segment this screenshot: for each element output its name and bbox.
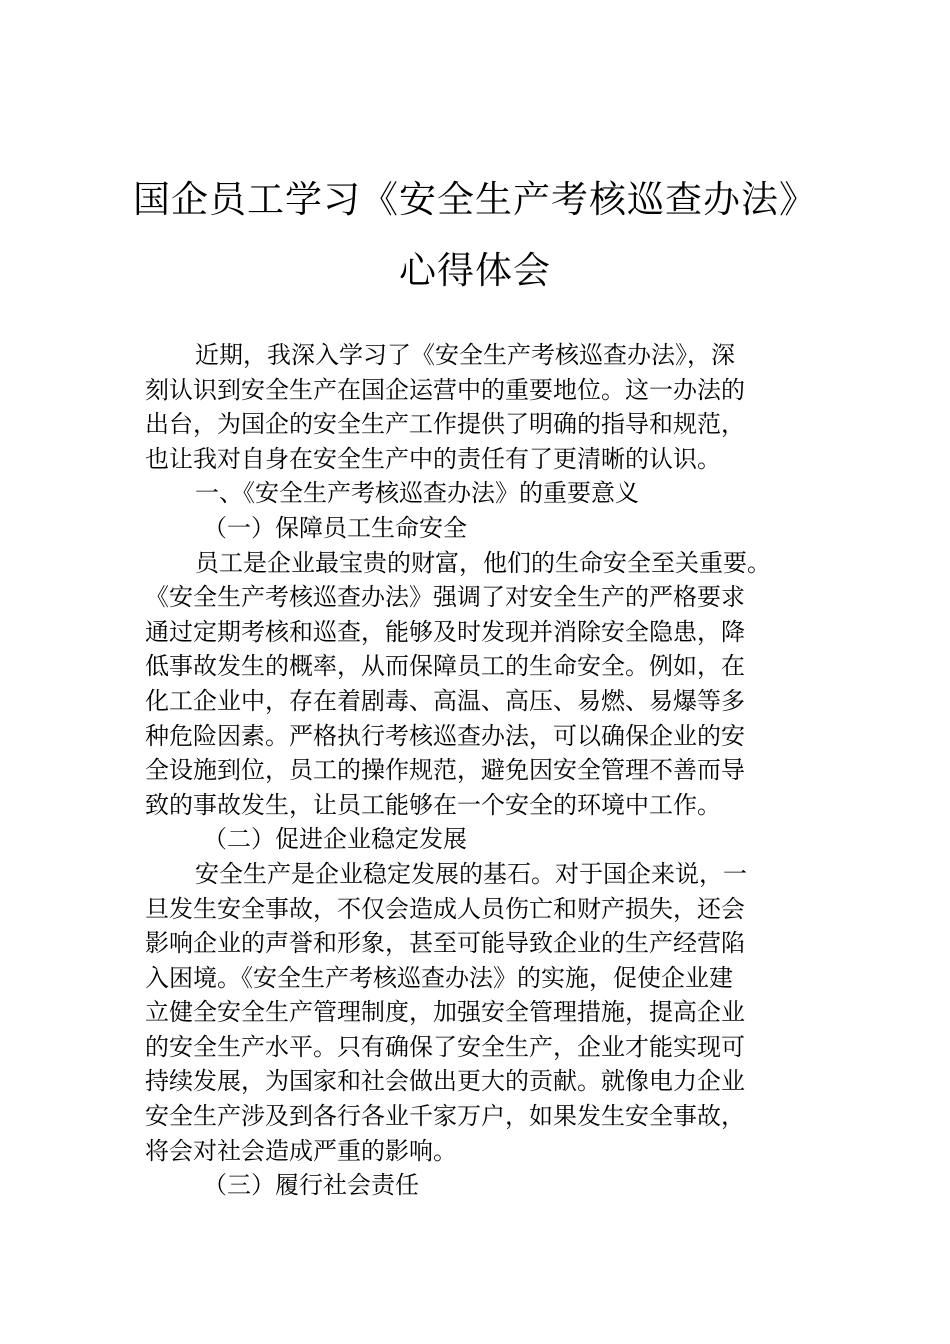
document-title-line-2: 心得体会 <box>399 249 551 292</box>
paragraph-line: 近期，我深入学习了《安全生产考核巡查办法》，深 <box>195 341 735 369</box>
paragraph-line: 种危险因素。严格执行考核巡查办法，可以确保企业的安 <box>145 721 745 750</box>
paragraph-line: 也让我对自身在安全生产中的责任有了更清晰的认识。 <box>145 444 721 473</box>
paragraph-line: 安全生产是企业稳定发展的基石。对于国企来说，一 <box>195 859 747 888</box>
paragraph-line: 入困境。《安全生产考核巡查办法》的实施，促使企业建 <box>145 963 733 992</box>
document-title-line-1: 国企员工学习《安全生产考核巡查办法》 <box>133 178 817 221</box>
paragraph-line: 全设施到位，员工的操作规范，避免因安全管理不善而导 <box>145 756 745 785</box>
paragraph-line: 将会对社会造成严重的影响。 <box>145 1136 457 1165</box>
paragraph-line: 出台，为国企的安全生产工作提供了明确的指导和规范， <box>145 410 745 439</box>
paragraph-line: 刻认识到安全生产在国企运营中的重要地位。这一办法的 <box>145 375 745 404</box>
paragraph-line: 《安全生产考核巡查办法》强调了对安全生产的严格要求 <box>145 583 745 612</box>
paragraph-line: 通过定期考核和巡查，能够及时发现并消除安全隐患，降 <box>145 617 745 646</box>
section-heading: 一、《安全生产考核巡查办法》的重要意义 <box>195 479 639 508</box>
subsection-heading: （二）促进企业稳定发展 <box>203 825 467 854</box>
document-body <box>145 338 825 1203</box>
paragraph-line: 安全生产涉及到各行各业千家万户，如果发生安全事故， <box>145 1102 745 1131</box>
paragraph-line: 旦发生安全事故，不仅会造成人员伤亡和财产损失，还会 <box>145 894 745 923</box>
paragraph-line: 致的事故发生，让员工能够在一个安全的环境中工作。 <box>145 790 721 819</box>
paragraph-line: 员工是企业最宝贵的财富，他们的生命安全至关重要。 <box>195 548 771 577</box>
paragraph-line: 持续发展，为国家和社会做出更大的贡献。就像电力企业 <box>145 1067 745 1096</box>
paragraph-line: 化工企业中，存在着剧毒、高温、高压、易燃、易爆等多 <box>145 686 745 715</box>
paragraph-line: 低事故发生的概率，从而保障员工的生命安全。例如，在 <box>145 652 745 681</box>
subsection-heading: （三）履行社会责任 <box>203 1171 419 1200</box>
paragraph-line: 的安全生产水平。只有确保了安全生产，企业才能实现可 <box>145 1032 745 1061</box>
paragraph-line: 影响企业的声誉和形象，甚至可能导致企业的生产经营陷 <box>145 929 745 958</box>
paragraph-line: 立健全安全生产管理制度，加强安全管理措施，提高企业 <box>145 998 745 1027</box>
subsection-heading: （一）保障员工生命安全 <box>203 513 467 542</box>
